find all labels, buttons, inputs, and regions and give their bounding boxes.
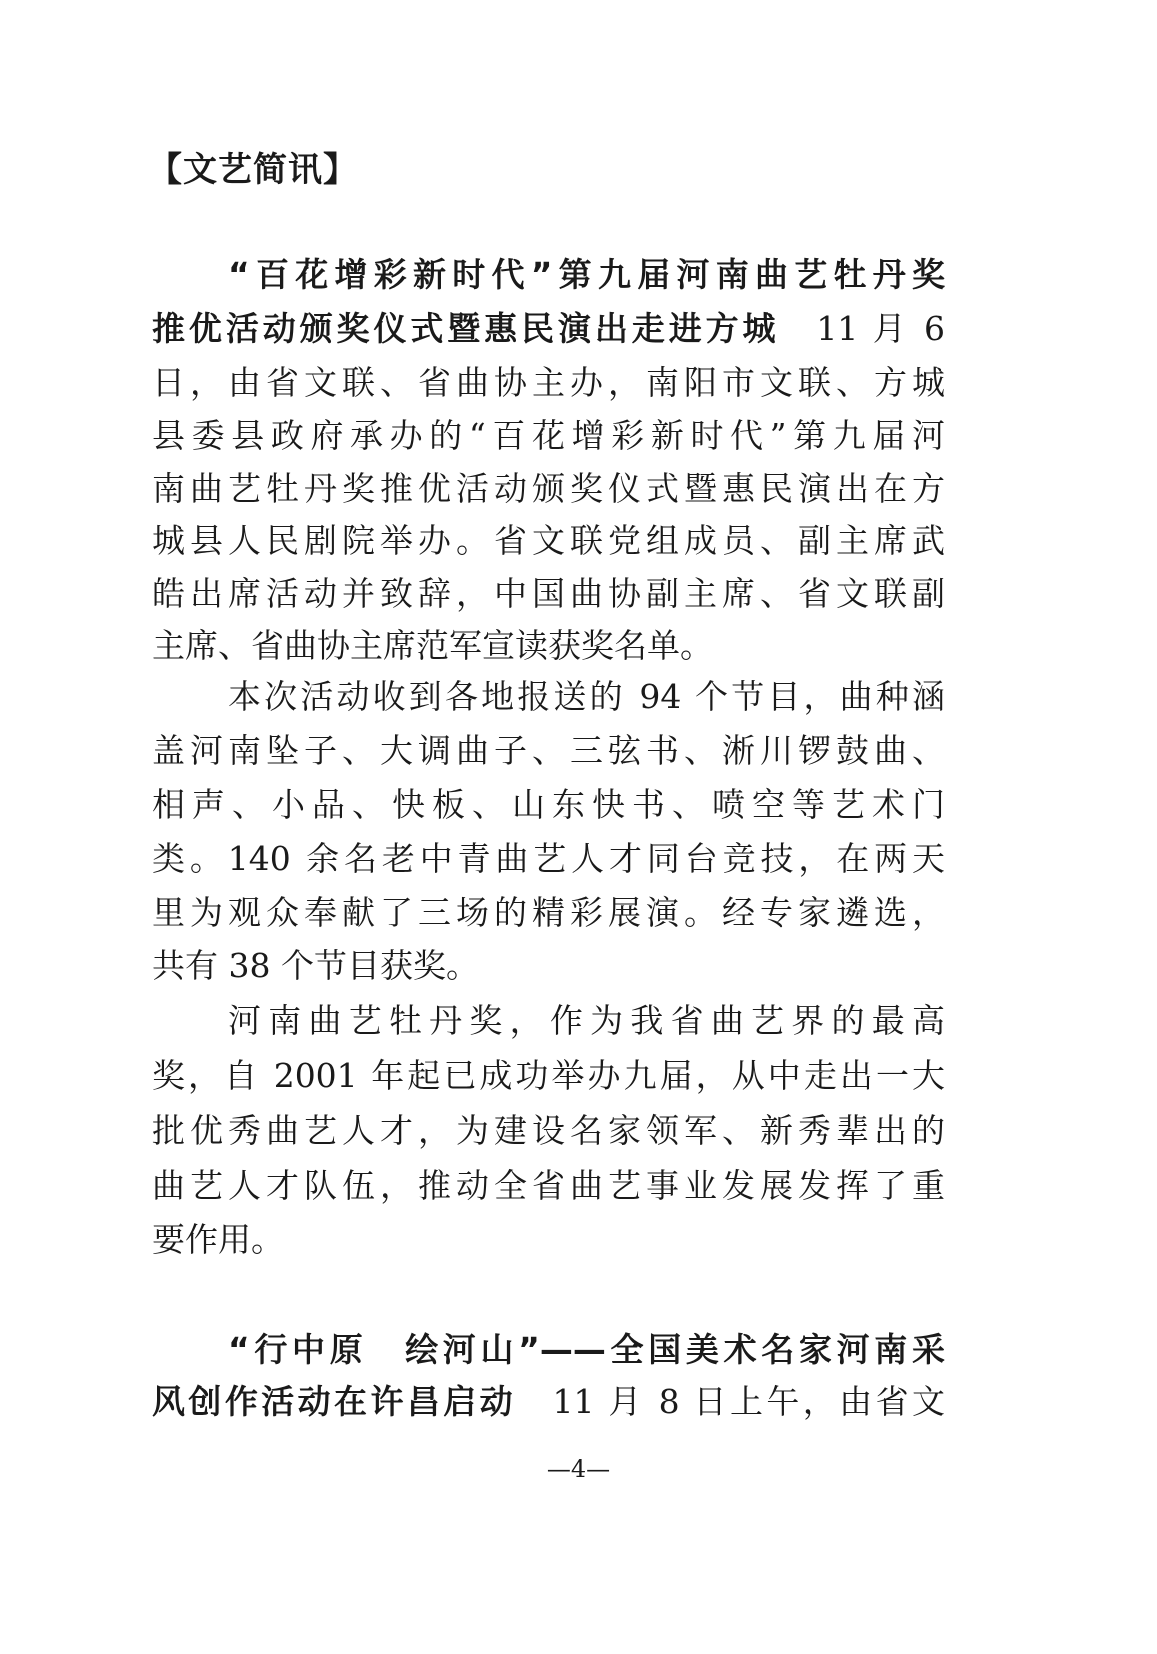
text-line — [152, 252, 945, 298]
body-text: 日，由省文联、省曲协主办，南阳市文联、方城 — [152, 363, 945, 402]
text-line — [152, 1327, 945, 1373]
text-line — [152, 518, 945, 564]
article-title-text: “行中原 绘河山”——全国美术名家河南采 — [228, 1330, 945, 1369]
text-line — [152, 1217, 945, 1263]
body-text: 11 月 6 — [779, 309, 945, 348]
body-text: 县委县政府承办的“百花增彩新时代”第九届河 — [152, 416, 945, 455]
body-text: 主席、省曲协主席范军宣读获奖名单。 — [152, 626, 713, 665]
body-text: 本次活动收到各地报送的 94 个节目，曲种涵 — [228, 677, 945, 716]
body-text: 11 月 8 日上午，由省文 — [516, 1382, 945, 1421]
body-text: 共有 38 个节目获奖。 — [152, 946, 479, 985]
text-line — [152, 1379, 945, 1425]
text-line — [152, 836, 945, 882]
body-text: 相声、小品、快板、山东快书、喷空等艺术门 — [152, 785, 945, 824]
text-line — [152, 782, 945, 828]
text-line — [152, 674, 945, 720]
text-line — [152, 728, 945, 774]
text-line — [152, 466, 945, 512]
section-header: 【文艺简讯】 — [148, 150, 358, 190]
text-line — [152, 1108, 945, 1154]
article-title-text: 推优活动颁奖仪式暨惠民演出走进方城 — [152, 309, 780, 348]
text-line — [152, 413, 945, 459]
text-line — [152, 360, 945, 406]
body-text: 里为观众奉献了三场的精彩展演。经专家遴选， — [152, 893, 945, 932]
text-line — [152, 890, 945, 936]
body-text: 曲艺人才队伍，推动全省曲艺事业发展发挥了重 — [152, 1166, 945, 1205]
text-line — [152, 306, 945, 352]
body-text: 皓出席活动并致辞，中国曲协副主席、省文联副 — [152, 574, 945, 613]
body-text: 河南曲艺牡丹奖，作为我省曲艺界的最高 — [228, 1001, 945, 1040]
body-text: 盖河南坠子、大调曲子、三弦书、淅川锣鼓曲、 — [152, 731, 945, 770]
body-text: 城县人民剧院举办。省文联党组成员、副主席武 — [152, 521, 945, 560]
article-title-text: “百花增彩新时代”第九届河南曲艺牡丹奖 — [228, 255, 945, 294]
body-text: 批优秀曲艺人才，为建设名家领军、新秀辈出的 — [152, 1111, 945, 1150]
article-title-text: 风创作活动在许昌启动 — [152, 1382, 517, 1421]
text-line — [152, 571, 945, 617]
body-text: 类。140 余名老中青曲艺人才同台竞技，在两天 — [152, 839, 945, 878]
text-line — [152, 943, 945, 989]
text-line — [152, 1163, 945, 1209]
body-text: 奖，自 2001 年起已成功举办九届，从中走出一大 — [152, 1056, 945, 1095]
text-line — [152, 1053, 945, 1099]
page-number: —4— — [546, 1455, 611, 1483]
body-text: 要作用。 — [152, 1220, 284, 1259]
text-line — [152, 998, 945, 1044]
body-text: 南曲艺牡丹奖推优活动颁奖仪式暨惠民演出在方 — [152, 469, 945, 508]
text-line — [152, 623, 945, 669]
